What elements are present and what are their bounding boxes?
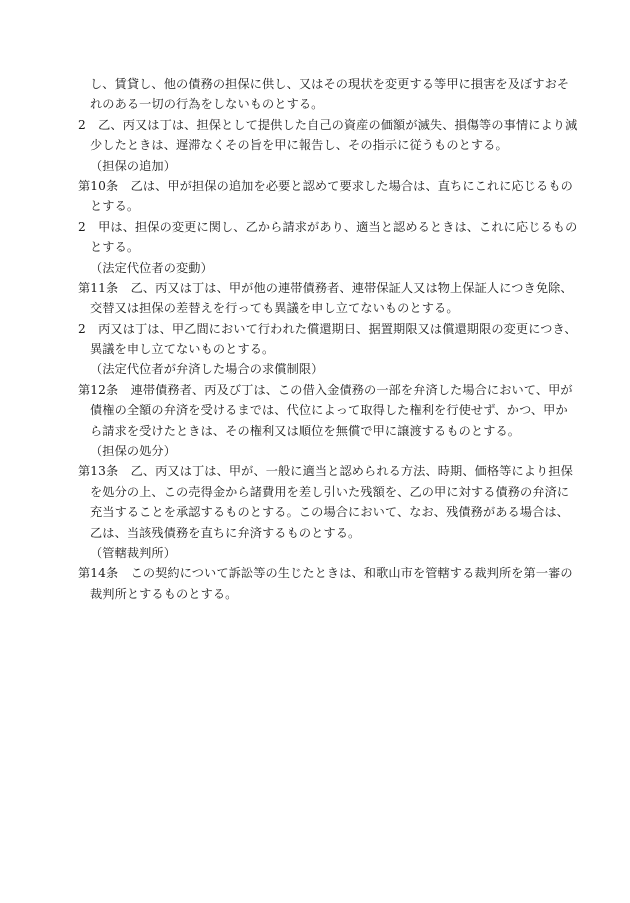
clause-line: 第13条 乙、丙又は丁は、甲が、一般に適当と認められる方法、時期、価格等により担保 xyxy=(78,464,573,479)
clause-line: 2 甲は、担保の変更に関し、乙から請求があり、適当と認めるときは、これに応じるもの xyxy=(78,219,578,234)
clause-line: 第14条 この契約について訴訟等の生じたときは、和歌山市を管轄する裁判所を第一審の xyxy=(78,566,573,581)
clause-line: 第12条 連帯債務者、丙及び丁は、この借入金債務の一部を弁済した場合において、甲が xyxy=(78,382,573,397)
text-line: 少したときは、遅滞なくその旨を甲に報告し、その指示に従うものとする。 xyxy=(90,138,508,153)
text-line: 異議を申し立てないものとする。 xyxy=(90,342,275,357)
text-line: し、賃貸し、他の債務の担保に供し、又はその現状を変更する等甲に損害を及ぼすおそ xyxy=(90,77,570,91)
text-line: 債権の全額の弁済を受けるまでは、代位によって取得した権利を行使せず、かつ、甲か xyxy=(90,403,568,418)
text-line: 裁判所とするものとする。 xyxy=(90,586,238,601)
text-line: ら請求を受けたときは、その権利又は順位を無償で甲に譲渡するものとする。 xyxy=(90,423,521,438)
text-line: 乙は、当該残債務を直ちに弁済するものとする。 xyxy=(90,525,361,540)
text-line: 交替又は担保の差替えを行っても異議を申し立てないものとする。 xyxy=(90,301,459,316)
article-caption: （担保の処分） xyxy=(90,444,177,459)
clause-line: 第11条 乙、丙又は丁は、甲が他の連帯債務者、連帯保証人又は物上保証人につき免除、 xyxy=(78,280,573,295)
text-line: れのある一切の行為をしないものとする。 xyxy=(90,97,324,112)
clause-line: 第10条 乙は、甲が担保の追加を必要と認めて要求した場合は、直ちにこれに応じるもの xyxy=(78,178,573,193)
clause-line: 2 乙、丙又は丁は、担保として提供した自己の資産の価額が滅失、損傷等の事情により減 xyxy=(78,117,578,132)
text-line: 充当することを承認するものとする。この場合において、なお、残債務がある場合は、 xyxy=(90,505,569,520)
article-caption: （担保の追加） xyxy=(90,158,177,173)
text-line: とする。 xyxy=(90,240,140,255)
article-caption: （法定代位者の変動） xyxy=(90,260,213,275)
clause-line: 2 丙又は丁は、甲乙間において行われた償還期日、据置期限又は償還期限の変更につき、 xyxy=(78,321,577,336)
text-line: とする。 xyxy=(90,199,140,214)
text-line: を処分の上、この売得金から諸費用を差し引いた残額を、乙の甲に対する債務の弁済に xyxy=(90,484,570,499)
contract-text-body xyxy=(78,74,578,604)
article-caption: （管轄裁判所） xyxy=(90,545,177,560)
article-caption: （法定代位者が弁済した場合の求償制限） xyxy=(90,362,324,377)
